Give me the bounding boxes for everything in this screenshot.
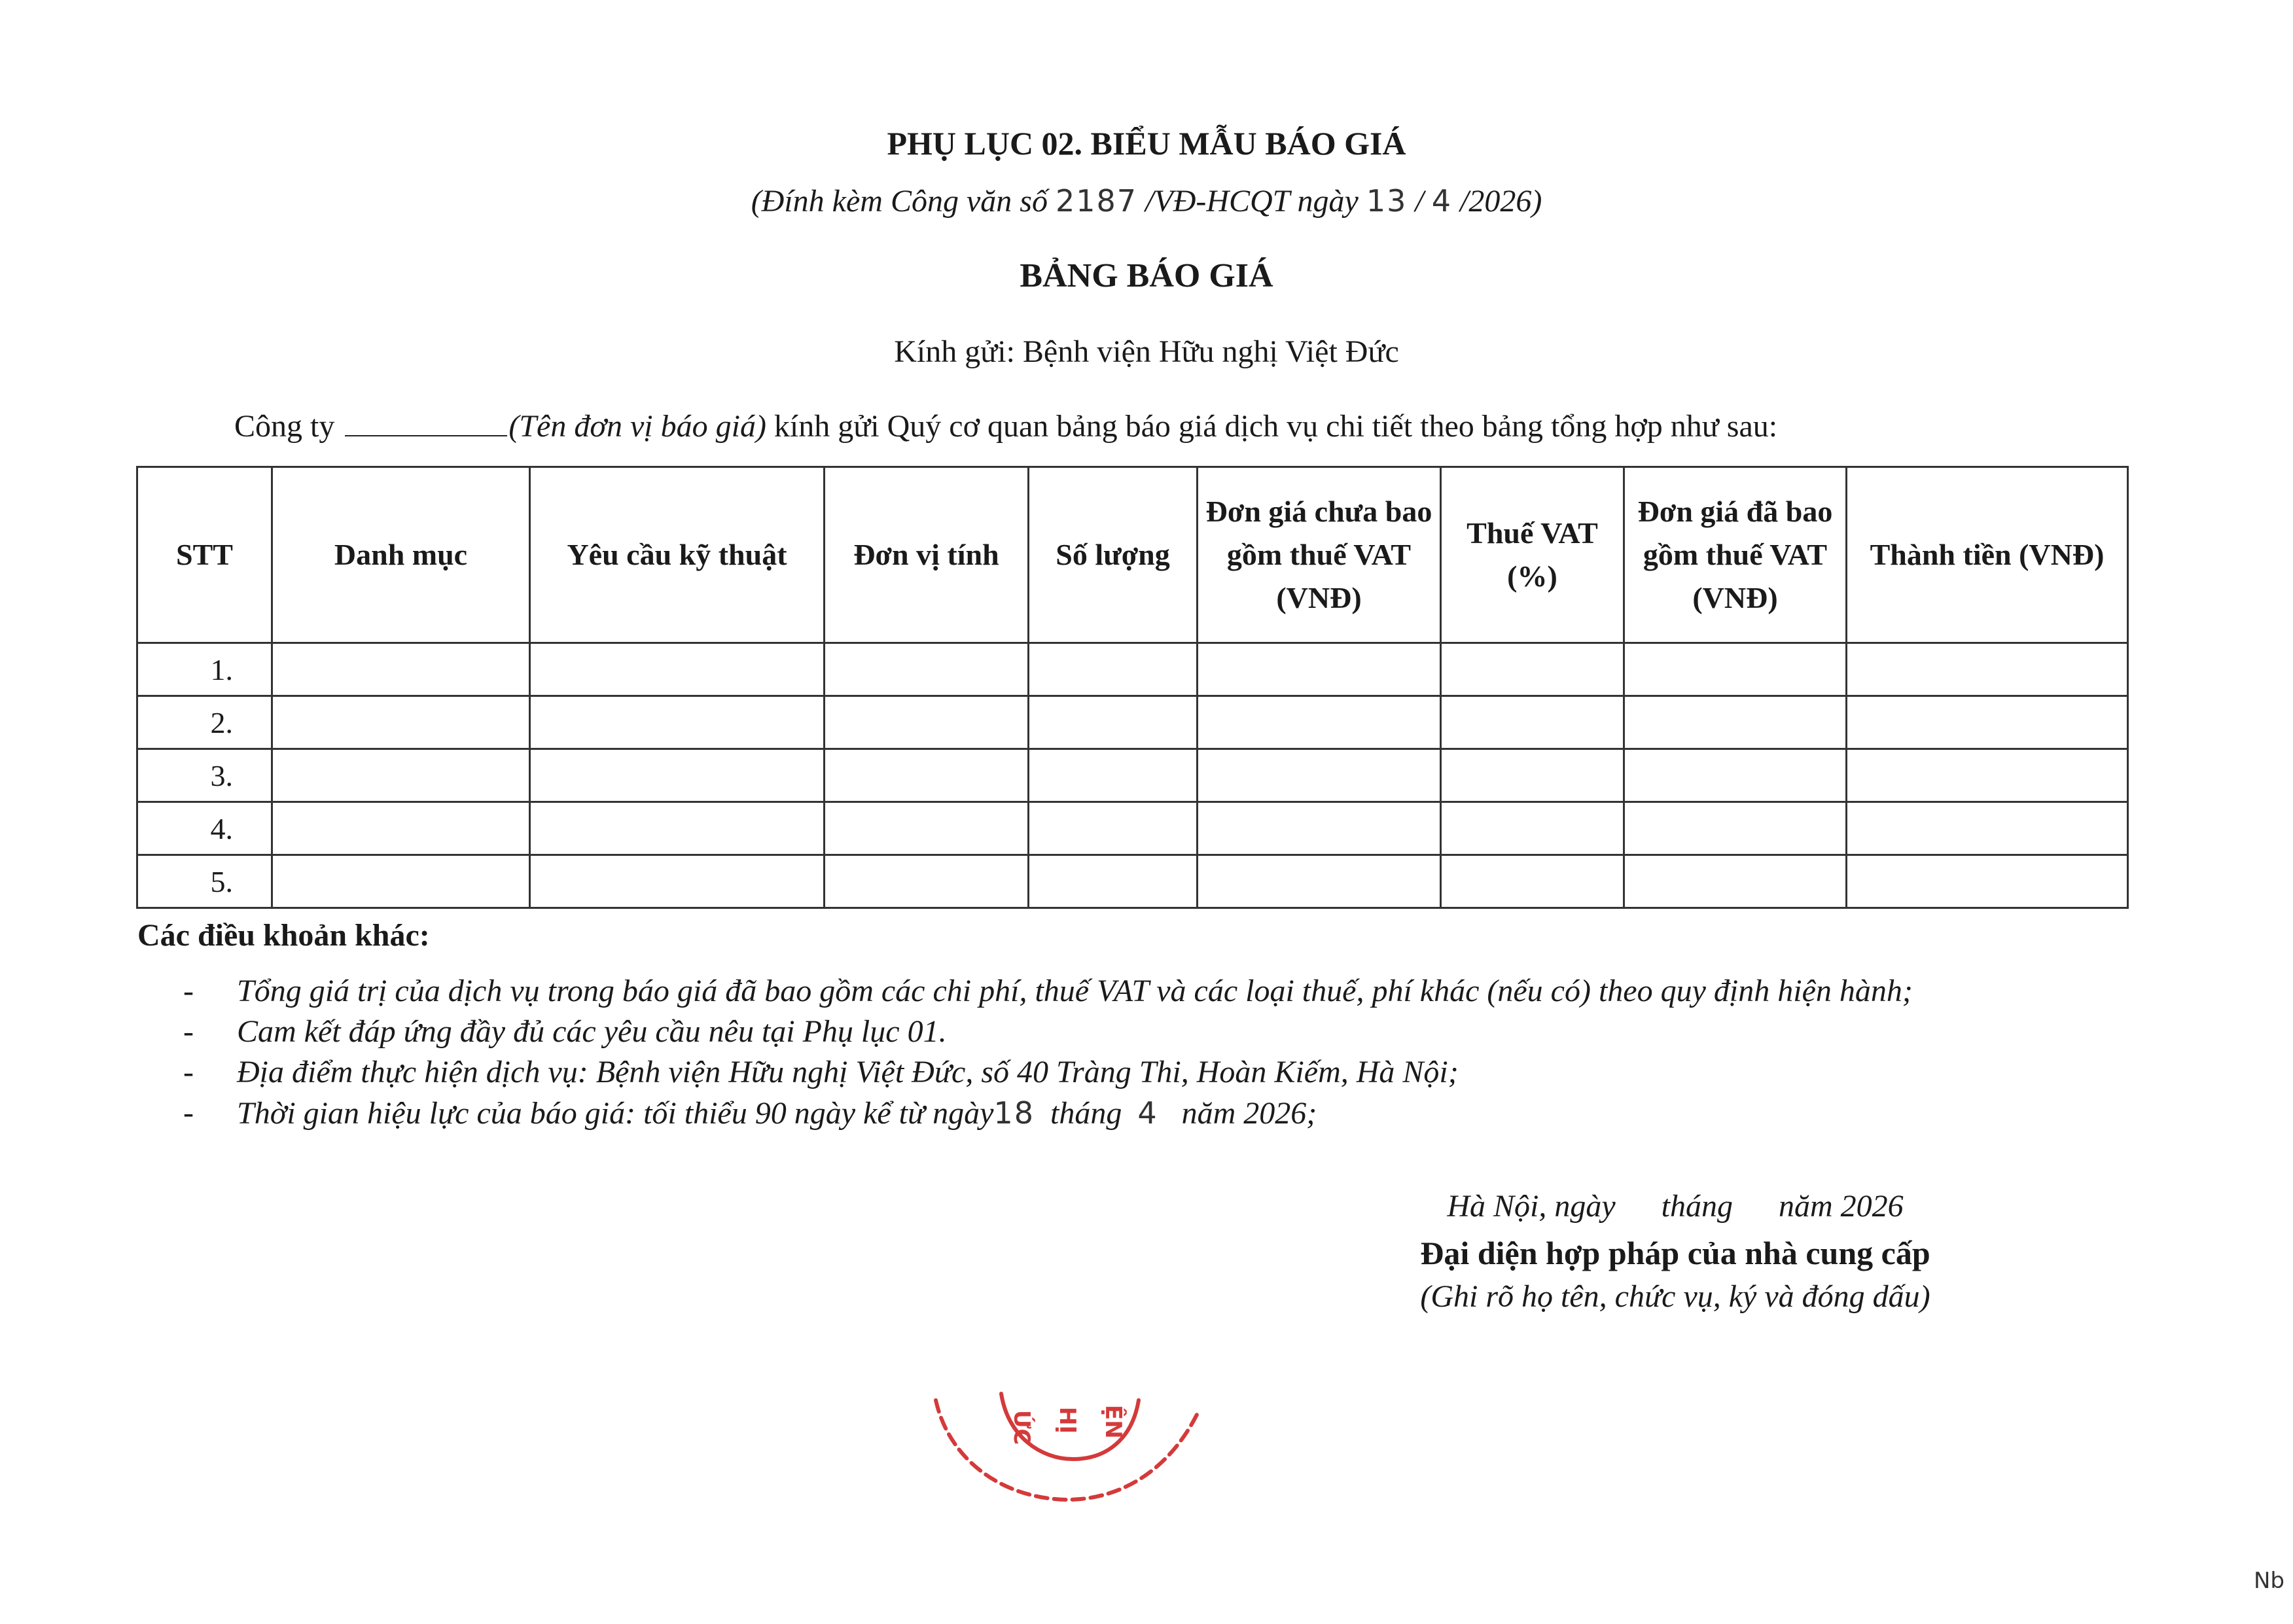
handwritten-initials: Nb (2254, 1568, 2285, 1594)
header-technical-requirements: Yêu cầu kỹ thuật (530, 467, 825, 643)
cell-quantity (1029, 696, 1198, 749)
date-year: năm 2026 (1779, 1189, 1904, 1224)
list-item: - Thời gian hiệu lực của báo giá: tối thiểu 90 ngày kể từ ngày18 tháng 4 năm 2026; (183, 1095, 1317, 1131)
svg-text:ỆN: ỆN (1100, 1405, 1126, 1439)
term-text: Địa điểm thực hiện dịch vụ: Bệnh viện Hữu nghị Việt Đức, số 40 Tràng Thi, Hoàn Kiếm, Hà Nội; (237, 1055, 1459, 1089)
cell-quantity (1029, 855, 1198, 908)
cell-unit (825, 749, 1029, 802)
intro-italic: (Tên đơn vị báo giá) (508, 409, 766, 444)
header-category: Danh mục (272, 467, 530, 643)
header-vat-rate: Thuế VAT (%) (1441, 467, 1624, 643)
reference-prefix: (Đính kèm Công văn số (751, 184, 1056, 219)
cell-category (272, 855, 530, 908)
cell-vat (1441, 749, 1624, 802)
validity-prefix: Thời gian hiệu lực của báo giá: tối thiểu 90 ngày kể từ ngày (237, 1096, 994, 1131)
appendix-title: PHỤ LỤC 02. BIỂU MẪU BÁO GIÁ (887, 125, 1406, 162)
cell-category (272, 643, 530, 696)
row-number: 5. (137, 855, 272, 908)
cell-vat (1441, 802, 1624, 855)
table-row (137, 643, 2128, 696)
red-seal-stamp-icon (923, 1374, 1211, 1518)
term-text: Cam kết đáp ứng đầy đủ các yêu cầu nêu tại Phụ lục 01. (237, 1014, 947, 1049)
attachment-reference (0, 183, 2293, 219)
date-month: tháng (1661, 1189, 1733, 1224)
header-unit-price-incl-vat: Đơn giá đã bao gồm thuế VAT (VNĐ) (1624, 467, 1847, 643)
svg-text:HỊ: HỊ (1054, 1407, 1080, 1434)
cell-unit (825, 643, 1029, 696)
validity-mid: tháng (1050, 1096, 1122, 1131)
cell-total (1847, 802, 2128, 855)
cell-quantity (1029, 749, 1198, 802)
term-text: Tổng giá trị của dịch vụ trong báo giá đã bao gồm các chi phí, thuế VAT và các loại thuế, phí khác (nếu có) theo quy định hiện hành; (237, 974, 1913, 1008)
cell-unit (825, 802, 1029, 855)
table-header-row (137, 467, 2128, 643)
row-number: 3. (137, 749, 272, 802)
cell-price-excl (1198, 696, 1441, 749)
table-row (137, 802, 2128, 855)
reference-mid: /VĐ-HCQT ngày (1137, 184, 1366, 219)
list-item: - Địa điểm thực hiện dịch vụ: Bệnh viện Hữu nghị Việt Đức, số 40 Tràng Thi, Hoàn Kiếm, Hà Nội; (183, 1055, 1459, 1089)
cell-category (272, 696, 530, 749)
cell-vat (1441, 696, 1624, 749)
cell-price-incl (1624, 643, 1847, 696)
handwritten-validity-month: 4 (1137, 1095, 1158, 1131)
cell-price-incl (1624, 749, 1847, 802)
cell-price-incl (1624, 855, 1847, 908)
cell-price-incl (1624, 696, 1847, 749)
cell-technical (530, 802, 825, 855)
signatory-title: Đại diện hợp pháp của nhà cung cấp (1420, 1235, 1930, 1271)
table-row (137, 855, 2128, 908)
list-item: - Cam kết đáp ứng đầy đủ các yêu cầu nêu tại Phụ lục 01. (183, 1014, 947, 1049)
company-name-blank (345, 409, 507, 436)
cell-price-excl (1198, 749, 1441, 802)
cell-technical (530, 855, 825, 908)
intro-prefix: Công ty (234, 409, 343, 444)
cell-total (1847, 749, 2128, 802)
cell-total (1847, 643, 2128, 696)
list-item: - Tổng giá trị của dịch vụ trong báo giá đã bao gồm các chi phí, thuế VAT và các loại thuế, phí khác (nếu có) theo quy định hiện hành; (183, 974, 1913, 1008)
header-unit-price-excl-vat: Đơn giá chưa bao gồm thuế VAT (VNĐ) (1198, 467, 1441, 643)
cell-category (272, 749, 530, 802)
cell-total (1847, 696, 2128, 749)
quote-table (136, 466, 2129, 909)
other-terms-list (183, 971, 2081, 1134)
other-terms-title: Các điều khoản khác: (137, 918, 430, 953)
row-number: 2. (137, 696, 272, 749)
cell-unit (825, 696, 1029, 749)
validity-suffix: năm 2026; (1181, 1096, 1317, 1131)
cell-total (1847, 855, 2128, 908)
table-row (137, 749, 2128, 802)
svg-text:ỨC: ỨC (1008, 1410, 1035, 1445)
cell-technical (530, 749, 825, 802)
row-number: 4. (137, 802, 272, 855)
greeting-line: Kính gửi: Bệnh viện Hữu nghị Việt Đức (894, 334, 1399, 369)
cell-category (272, 802, 530, 855)
signature-date-line (1296, 1188, 2055, 1224)
handwritten-doc-number: 2187 (1055, 183, 1138, 219)
cell-vat (1441, 855, 1624, 908)
header-total: Thành tiền (VNĐ) (1847, 467, 2128, 643)
handwritten-validity-day: 18 (993, 1095, 1035, 1131)
quote-table-title: BẢNG BÁO GIÁ (1020, 257, 1273, 294)
cell-vat (1441, 643, 1624, 696)
header-quantity: Số lượng (1029, 467, 1198, 643)
table-row (137, 696, 2128, 749)
signature-instructions: (Ghi rõ họ tên, chức vụ, ký và đóng dấu) (1420, 1279, 1930, 1314)
cell-technical (530, 643, 825, 696)
cell-quantity (1029, 643, 1198, 696)
cell-price-incl (1624, 802, 1847, 855)
date-place: Hà Nội, ngày (1447, 1189, 1616, 1224)
reference-suffix: /2026) (1451, 184, 1542, 219)
cell-technical (530, 696, 825, 749)
cell-price-excl (1198, 643, 1441, 696)
row-number: 1. (137, 643, 272, 696)
cell-unit (825, 855, 1029, 908)
cell-price-excl (1198, 802, 1441, 855)
intro-suffix: kính gửi Quý cơ quan bảng báo giá dịch vụ chi tiết theo bảng tổng hợp như sau: (766, 409, 1778, 444)
header-stt: STT (137, 467, 272, 643)
cell-price-excl (1198, 855, 1441, 908)
header-unit: Đơn vị tính (825, 467, 1029, 643)
cell-quantity (1029, 802, 1198, 855)
intro-line (234, 408, 1777, 444)
reference-sep: / (1407, 184, 1432, 219)
handwritten-day: 13 (1366, 183, 1408, 219)
handwritten-month: 4 (1431, 183, 1452, 219)
